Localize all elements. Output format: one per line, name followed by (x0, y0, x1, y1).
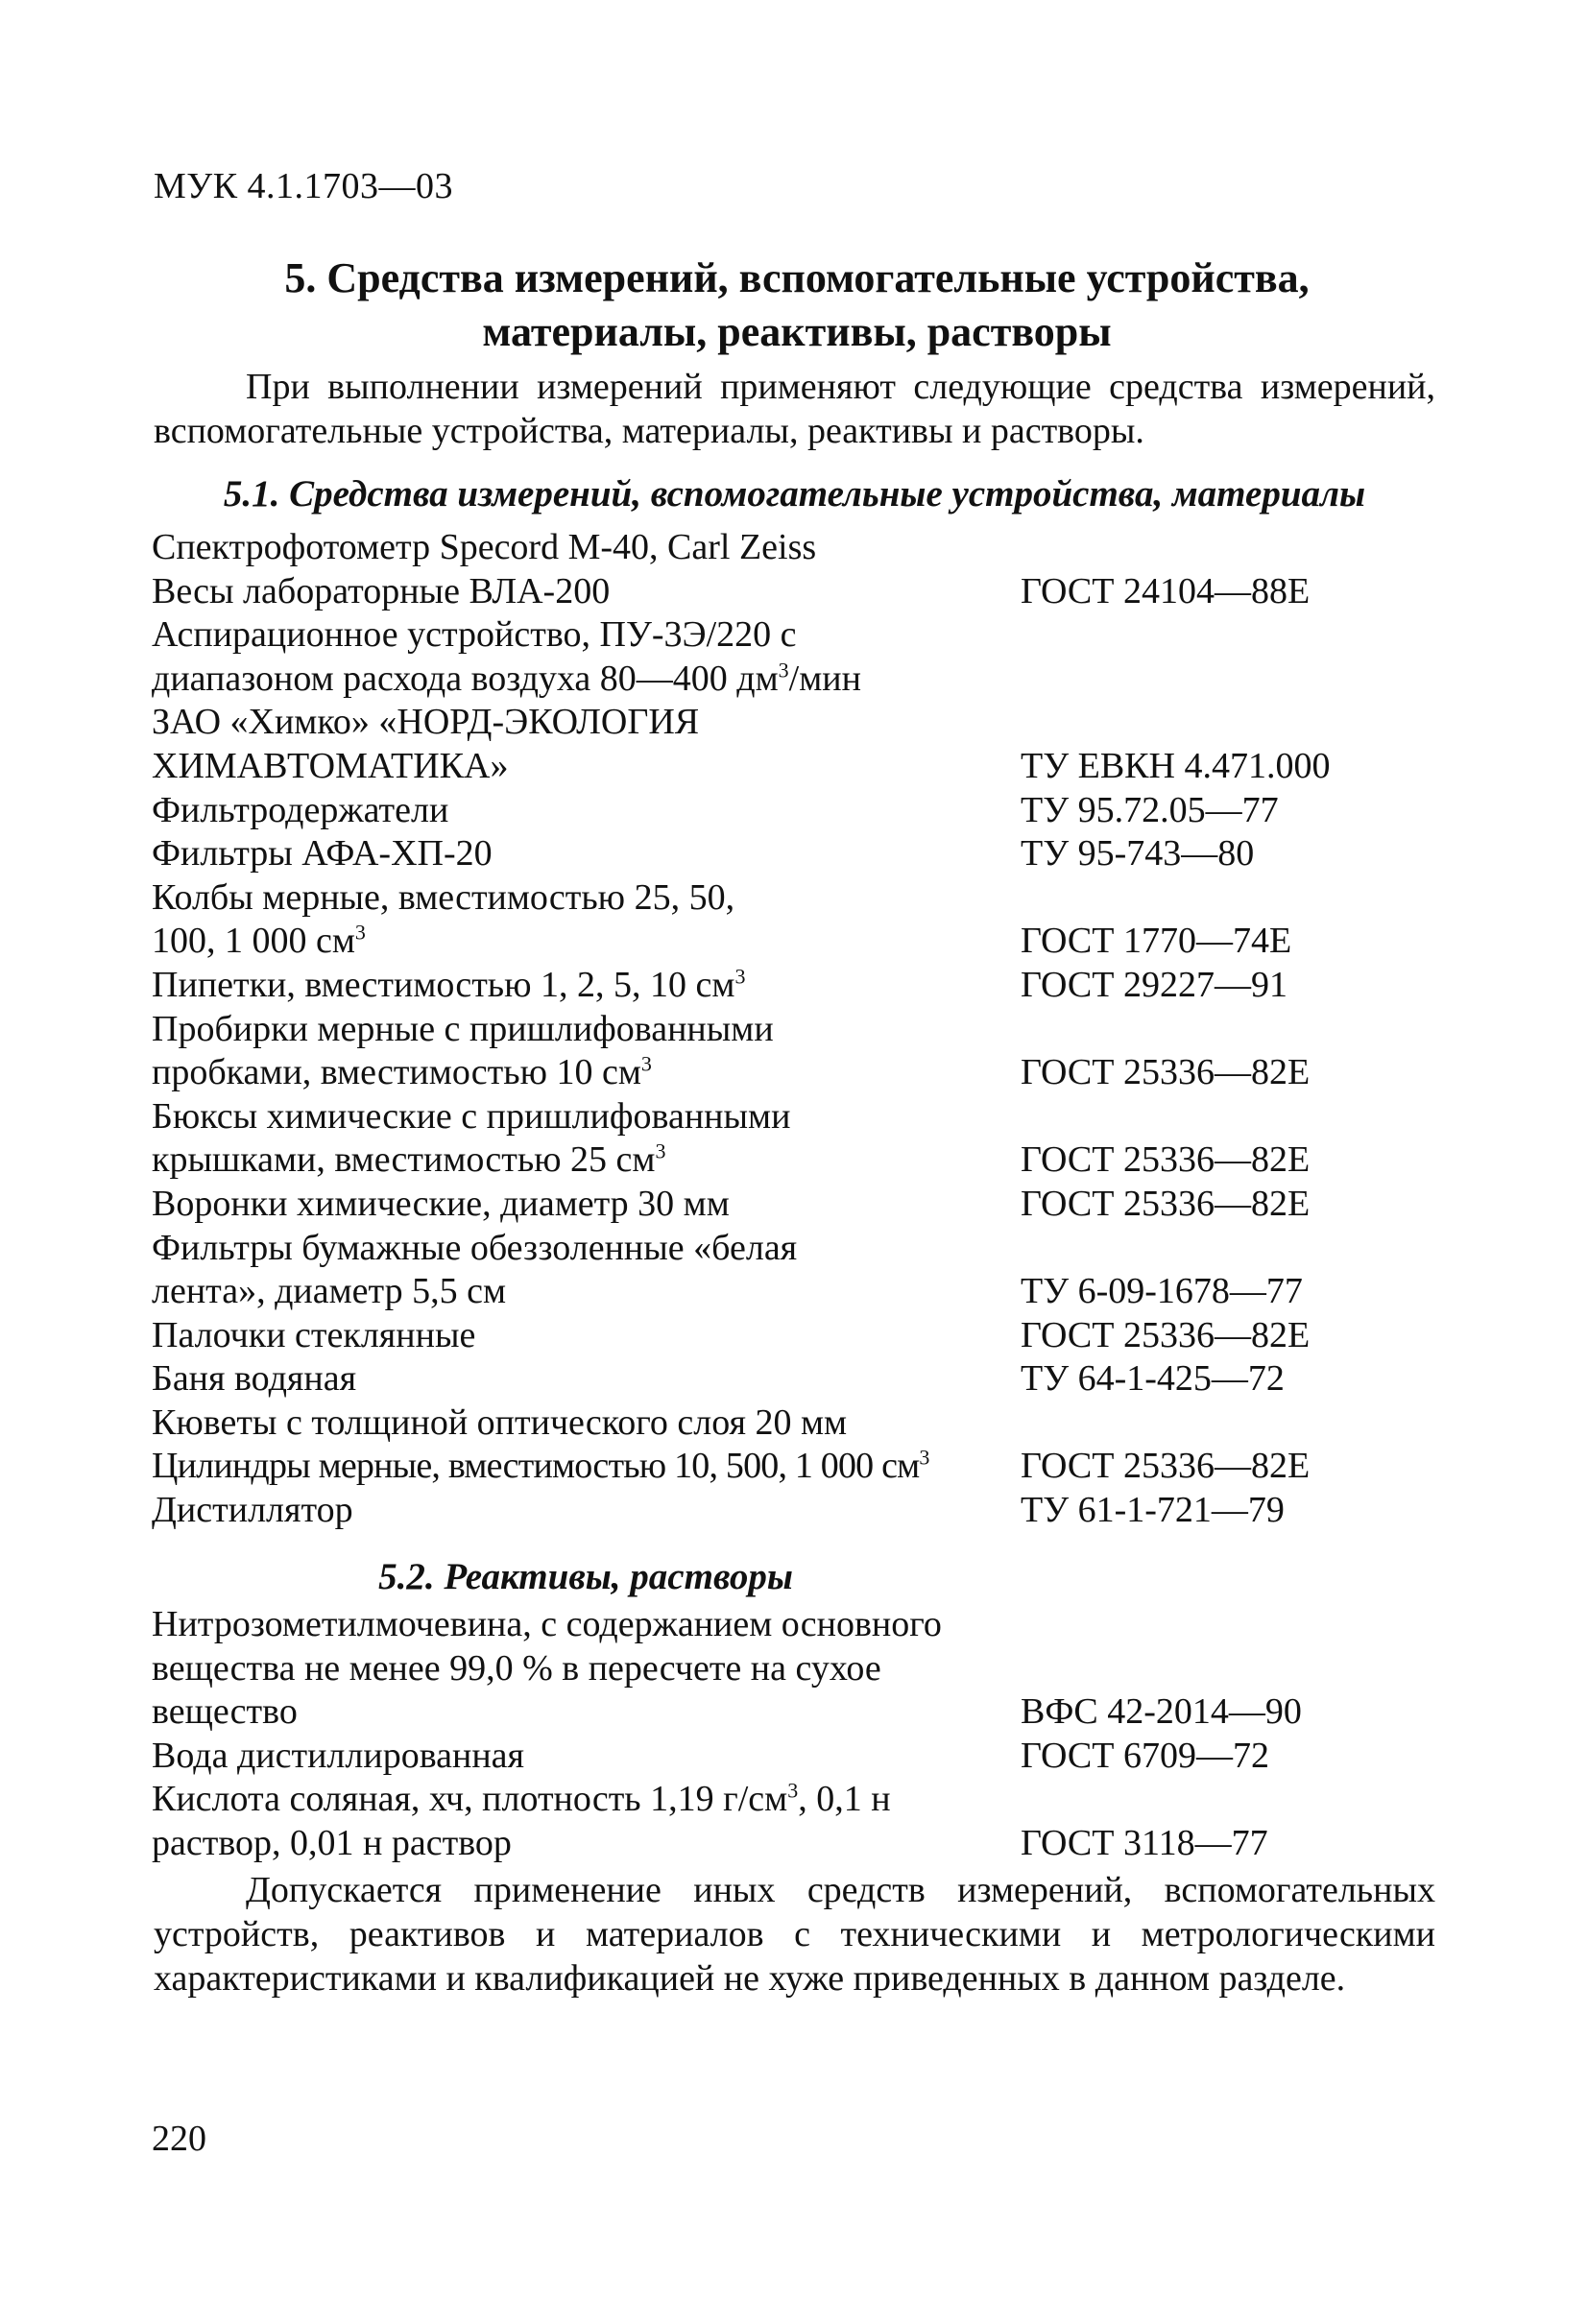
item-name-text: Кюветы с толщиной оптического слоя 20 мм (152, 1402, 848, 1443)
superscript: 3 (734, 964, 746, 989)
item-standard: ТУ 64-1-425—72 (1021, 1358, 1285, 1400)
list-item (152, 964, 1438, 1008)
item-standard: ГОСТ 25336—82Е (1021, 1446, 1311, 1487)
item-name-text: Бюксы химические с пришлифованными крышками, вместимостью 25 см (152, 1095, 791, 1181)
section-heading-line-2: материалы, реактивы, растворы (482, 308, 1112, 355)
item-name-text: Воронки химические, диаметр 30 мм (152, 1183, 730, 1224)
superscript: 3 (787, 1778, 799, 1803)
item-name (152, 1489, 1021, 1533)
item-standard: ТУ 95-743—80 (1021, 833, 1255, 874)
item-name-suffix: , 0,1 н раствор, 0,01 н раствор (152, 1779, 891, 1863)
list-item (152, 1227, 1438, 1314)
list-item (152, 1008, 1438, 1095)
item-name-text: ЗАО «Химко» «НОРД-ЭКОЛОГИЯ ХИМАВТОМАТИКА» (152, 702, 700, 786)
item-standard: ГОСТ 6709—72 (1021, 1735, 1269, 1776)
list-item (152, 613, 1438, 701)
item-name-text: Пробирки мерные с пришлифованными пробками, вместимостью 10 см (152, 1008, 774, 1093)
list-item (152, 701, 1438, 788)
reagents-list (152, 1603, 1438, 1866)
item-standard: ГОСТ 24104—88Е (1021, 570, 1311, 611)
item-standard: ГОСТ 25336—82Е (1021, 1139, 1311, 1181)
closing-paragraph: Допускается применение иных средств измерений, вспомогательных устройств, реактивов и материалов с техническими и метрологическими характеристиками и квалификацией не хуже приведенных в данном разделе. (154, 1870, 1435, 1999)
item-name (152, 1603, 1021, 1735)
section-heading-line-1: 5. Средства измерений, вспомогательные устройства, (284, 254, 1310, 301)
item-standard: ТУ 6-09-1678—77 (1021, 1271, 1303, 1312)
item-name-suffix: /мин (788, 658, 861, 699)
equipment-list (152, 526, 1438, 1533)
item-standard: ГОСТ 3118—77 (1021, 1822, 1268, 1863)
item-name-text: Палочки стеклянные (152, 1314, 476, 1355)
item-name (152, 1314, 1021, 1358)
item-standard: ТУ 61-1-721—79 (1021, 1490, 1285, 1531)
item-name-text: Вода дистиллированная (152, 1735, 525, 1776)
list-item (152, 1357, 1438, 1402)
item-standard: ГОСТ 29227—91 (1021, 964, 1287, 1005)
item-name-text: Фильтры бумажные обеззоленные «белая лента», диаметр 5,5 см (152, 1227, 798, 1312)
list-item (152, 1445, 1438, 1489)
item-standard: ГОСТ 25336—82Е (1021, 1183, 1311, 1224)
subsection-5-2-heading: 5.2. Реактивы, растворы (378, 1556, 793, 1597)
page-number: 220 (152, 2119, 206, 2159)
item-name (152, 526, 1021, 570)
item-name-text: Весы лабораторные ВЛА-200 (152, 570, 611, 611)
item-name (152, 964, 1021, 1008)
superscript: 3 (354, 920, 366, 945)
item-name-text: Фильтры АФА-ХП-20 (152, 833, 493, 874)
item-name-text: Пипетки, вместимостью 1, 2, 5, 10 см (152, 964, 735, 1005)
subsection-5-1-heading: 5.1. Средства измерений, вспомогательные устройства, материалы (223, 473, 1366, 515)
list-item (152, 526, 1438, 570)
item-standard: ТУ ЕВКН 4.471.000 (1021, 745, 1331, 786)
item-name (152, 1735, 1021, 1779)
list-item (152, 570, 1438, 614)
item-standard: ГОСТ 25336—82Е (1021, 1052, 1311, 1093)
list-item (152, 1314, 1438, 1358)
item-name-text: Баня водяная (152, 1358, 357, 1400)
superscript: 3 (919, 1445, 929, 1470)
item-name-text: Кислота соляная, хч, плотность 1,19 г/см (152, 1779, 788, 1820)
item-standard: ГОСТ 1770—74Е (1021, 921, 1292, 962)
item-name-text: Фильтродержатели (152, 789, 449, 830)
list-item (152, 1095, 1438, 1183)
item-name-text: Дистиллятор (152, 1490, 353, 1531)
item-name (152, 701, 1021, 788)
list-item (152, 1489, 1438, 1533)
item-name-text: Колбы мерные, вместимостью 25, 50, 100, 1 000 см (152, 876, 735, 962)
item-name (152, 1445, 1021, 1489)
section-heading (154, 252, 1440, 359)
item-name (152, 1778, 1021, 1865)
item-name (152, 1402, 1021, 1446)
list-item (152, 1183, 1438, 1227)
document-code: МУК 4.1.1703—03 (154, 166, 454, 206)
superscript: 3 (640, 1051, 652, 1076)
list-item (152, 1603, 1438, 1735)
list-item (152, 1778, 1438, 1865)
item-name-text: Аспирационное устройство, ПУ-3Э/220 с диапазоном расхода воздуха 80—400 дм (152, 614, 797, 699)
list-item (152, 876, 1438, 964)
item-name (152, 1357, 1021, 1402)
item-standard: ТУ 95.72.05—77 (1021, 789, 1279, 830)
item-standard: ГОСТ 25336—82Е (1021, 1314, 1311, 1355)
superscript: 3 (655, 1138, 666, 1163)
list-item (152, 1735, 1438, 1779)
intro-paragraph: При выполнении измерений применяют следующие средства измерений, вспомогательные устройства, материалы, реактивы и растворы. (154, 367, 1435, 451)
item-name (152, 1095, 1021, 1183)
item-standard: ВФС 42-2014—90 (1021, 1691, 1302, 1733)
list-item (152, 832, 1438, 876)
item-name (152, 789, 1021, 833)
item-name (152, 570, 1021, 614)
item-name-text: Цилиндры мерные, вместимостью 10, 500, 1 000 см (152, 1446, 920, 1487)
item-name (152, 613, 1021, 701)
item-name (152, 1008, 1021, 1095)
item-name (152, 1227, 1021, 1314)
item-name (152, 876, 1021, 964)
item-name (152, 1183, 1021, 1227)
item-name (152, 832, 1021, 876)
item-name-text: Нитрозометилмочевина, с содержанием основного вещества не менее 99,0 % в пересчете на сухое вещество (152, 1604, 942, 1733)
list-item (152, 1402, 1438, 1446)
superscript: 3 (778, 658, 789, 683)
item-name-text: Спектрофотометр Specord M-40, Carl Zeiss (152, 527, 817, 567)
list-item (152, 789, 1438, 833)
